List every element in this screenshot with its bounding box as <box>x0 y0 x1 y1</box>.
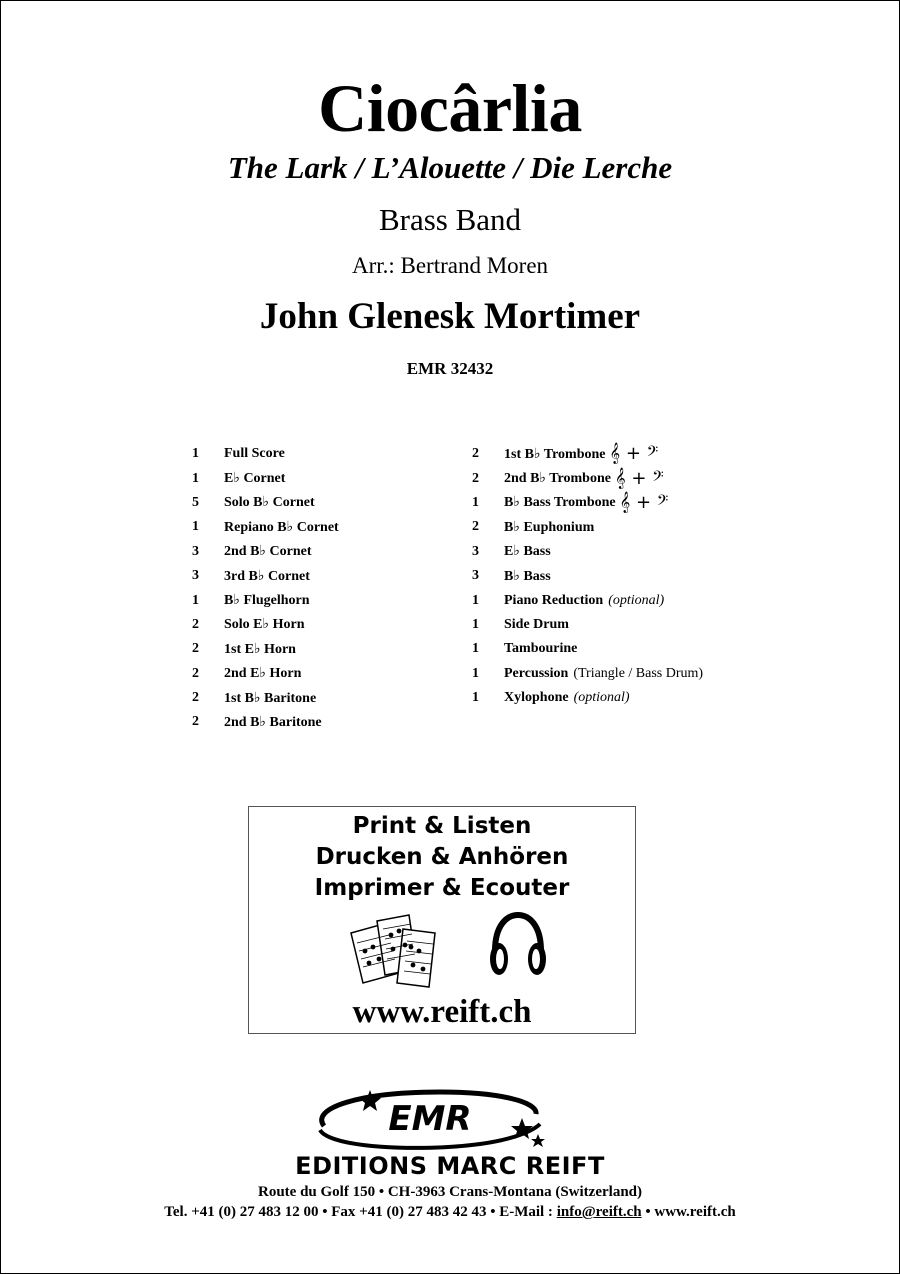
part-row <box>192 466 452 490</box>
part-name: 2nd E♭ Horn <box>224 666 302 682</box>
part-row <box>192 588 452 612</box>
contact-phone-fax: Tel. +41 (0) 27 483 12 00 • Fax +41 (0) 27 483 42 43 • E-Mail : <box>164 1204 557 1220</box>
part-name: 3rd B♭ Cornet <box>224 568 310 584</box>
part-name: E♭ Bass <box>504 544 551 560</box>
part-quantity: 1 <box>472 641 479 657</box>
part-name: Tambourine <box>504 641 578 657</box>
part-quantity: 2 <box>192 714 199 730</box>
part-name: Solo B♭ Cornet <box>224 495 315 511</box>
part-row <box>472 466 762 490</box>
ensemble-type: Brass Band <box>378 202 522 237</box>
publisher-name: EDITIONS MARC REIFT <box>295 1152 605 1180</box>
contact-website: • www.reift.ch <box>641 1204 736 1220</box>
promo-line-english: Print & Listen <box>352 813 532 839</box>
part-name: Percussion <box>504 665 569 681</box>
part-name: E♭ Cornet <box>224 471 286 487</box>
piece-subtitle: The Lark / L’Alouette / Die Lerche <box>227 150 673 185</box>
part-name: Side Drum <box>504 616 569 632</box>
part-quantity: 1 <box>472 690 479 706</box>
part-name: B♭ Euphonium <box>504 519 595 535</box>
part-note: (optional) <box>608 592 665 608</box>
sheet-music-icon <box>347 911 443 991</box>
part-row <box>472 564 762 588</box>
part-quantity: 5 <box>192 494 199 510</box>
part-name: B♭ Flugelhorn <box>224 593 310 609</box>
part-name: 1st E♭ Horn <box>224 641 296 657</box>
composer-name: John Glenesk Mortimer <box>259 296 641 337</box>
part-quantity: 1 <box>472 616 479 632</box>
part-row <box>192 710 452 734</box>
part-quantity: 3 <box>472 568 479 584</box>
part-quantity: 3 <box>192 568 199 584</box>
part-quantity: 2 <box>472 446 479 462</box>
promo-website-link[interactable]: www.reift.ch <box>352 994 532 1030</box>
promo-line-french: Imprimer & Ecouter <box>314 875 570 901</box>
part-quantity: 2 <box>472 519 479 535</box>
clef-icons: 𝄞 + 𝄢 <box>619 491 669 513</box>
part-row <box>192 540 452 564</box>
part-row <box>192 637 452 661</box>
part-row <box>472 637 762 661</box>
part-quantity: 2 <box>192 665 199 681</box>
part-quantity: 3 <box>192 543 199 559</box>
part-name: 2nd B♭ Baritone <box>224 714 322 730</box>
part-quantity: 2 <box>192 641 199 657</box>
part-row <box>472 588 762 612</box>
catalog-code: EMR 32432 <box>406 359 494 378</box>
email-link[interactable]: info@reift.ch <box>556 1204 642 1220</box>
part-row <box>192 662 452 686</box>
part-name: 1st B♭ Trombone <box>504 446 606 462</box>
part-quantity: 2 <box>192 690 199 706</box>
parts-list-right <box>472 442 762 710</box>
part-note: (Triangle / Bass Drum) <box>573 665 704 681</box>
part-name: Xylophone <box>504 690 569 706</box>
part-row <box>192 564 452 588</box>
part-quantity: 1 <box>472 665 479 681</box>
part-row <box>472 515 762 539</box>
piece-title: Ciocârlia <box>318 70 582 146</box>
part-quantity: 1 <box>192 519 199 535</box>
part-row <box>192 491 452 515</box>
part-name: 1st B♭ Baritone <box>224 690 317 706</box>
part-name: Full Score <box>224 446 285 462</box>
headphones-icon <box>487 911 549 979</box>
arranger-credit: Arr.: Bertrand Moren <box>351 253 549 278</box>
part-quantity: 1 <box>472 592 479 608</box>
clef-icons: 𝄞 + 𝄢 <box>609 443 659 465</box>
part-name: 2nd B♭ Trombone <box>504 471 611 487</box>
part-row <box>472 442 762 466</box>
part-name: 2nd B♭ Cornet <box>224 544 312 560</box>
part-row <box>192 442 452 466</box>
publisher-contact <box>0 1202 900 1222</box>
emr-logo-text: EMR <box>388 1099 472 1139</box>
part-row <box>472 686 762 710</box>
print-listen-box[interactable] <box>248 806 636 1034</box>
part-name: Solo E♭ Horn <box>224 617 305 633</box>
part-note: (optional) <box>573 690 630 706</box>
part-quantity: 2 <box>472 470 479 486</box>
part-quantity: 3 <box>472 543 479 559</box>
part-row <box>192 515 452 539</box>
promo-line-german: Drucken & Anhören <box>315 844 569 870</box>
part-row <box>192 613 452 637</box>
part-quantity: 1 <box>192 470 199 486</box>
emr-logo <box>300 1086 560 1152</box>
part-quantity: 1 <box>192 592 199 608</box>
part-row <box>192 686 452 710</box>
clef-icons: 𝄞 + 𝄢 <box>614 467 664 489</box>
publisher-address: Route du Golf 150 • CH-3963 Crans-Montana (Switzerland) <box>258 1184 642 1200</box>
part-quantity: 1 <box>192 446 199 462</box>
part-quantity: 1 <box>472 494 479 510</box>
part-name: B♭ Bass <box>504 568 551 584</box>
part-name: Repiano B♭ Cornet <box>224 519 339 535</box>
part-name: B♭ Bass Trombone <box>504 495 616 511</box>
parts-list-left <box>192 442 452 735</box>
part-row <box>472 540 762 564</box>
part-row <box>472 613 762 637</box>
part-row <box>472 662 762 686</box>
part-row <box>472 491 762 515</box>
part-name: Piano Reduction <box>504 592 604 608</box>
part-quantity: 2 <box>192 616 199 632</box>
